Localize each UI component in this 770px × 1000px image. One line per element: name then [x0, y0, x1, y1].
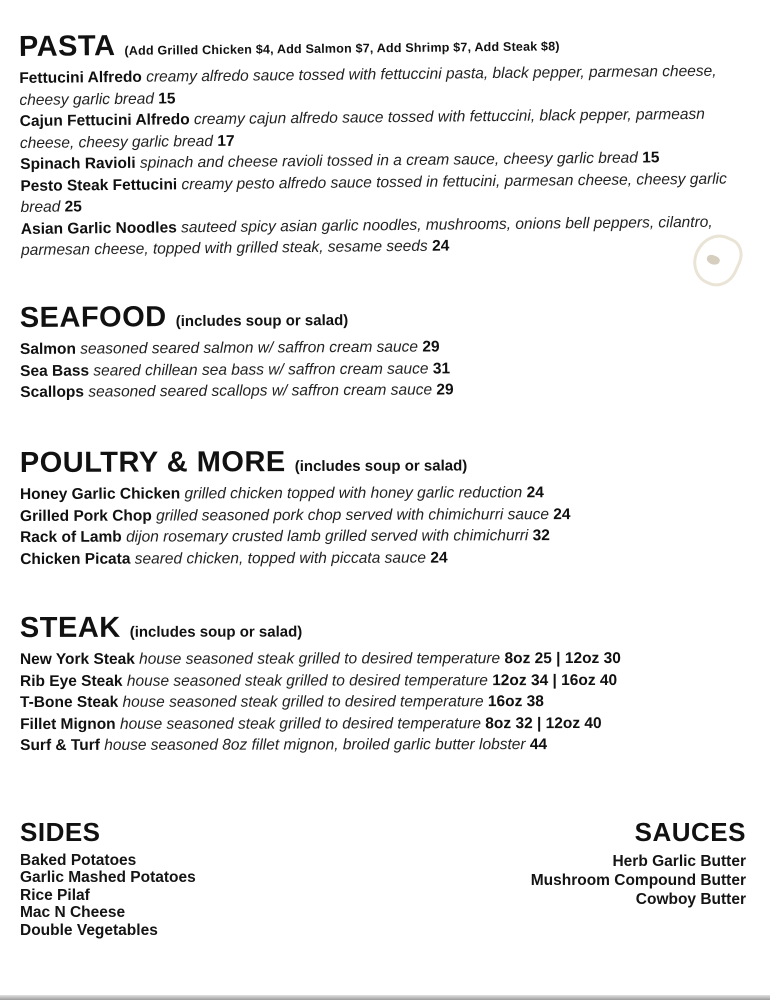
item-price: 24: [430, 549, 448, 567]
item-price: 31: [432, 359, 451, 377]
item-price: 15: [158, 89, 176, 108]
item-name: Sea Bass: [20, 361, 90, 379]
item-description: grilled chicken topped with honey garlic reduction: [184, 484, 523, 503]
section-subtitle: (Add Grilled Chicken $4, Add Salmon $7, Add Shrimp $7, Add Steak $8): [124, 39, 560, 58]
item-name: Fettucini Alfredo: [19, 68, 142, 88]
item-name: Honey Garlic Chicken: [19, 485, 181, 504]
item-description: house seasoned steak grilled to desired temperature: [122, 693, 484, 711]
section-steak: [20, 613, 746, 757]
item-name: Salmon: [19, 340, 77, 358]
item-description: house seasoned steak grilled to desired temperature: [139, 650, 501, 668]
item-name: New York Steak: [19, 650, 135, 668]
item-description: house seasoned steak grilled to desired temperature: [119, 714, 482, 733]
item-price: 32: [532, 527, 550, 545]
item-name: T-Bone Steak: [20, 693, 119, 711]
section-subtitle: (includes soup or salad): [175, 311, 349, 330]
sides-title: SIDES: [20, 816, 101, 847]
item-price: 8oz 25 | 12oz 30: [504, 649, 621, 668]
item-description: creamy alfredo sauce tossed with fettuccini pasta, black pepper, parmesan cheese, cheesy garlic bread: [19, 62, 717, 109]
menu-item: [20, 503, 746, 527]
item-name: Rib Eye Steak: [19, 672, 123, 690]
menu-item: [20, 648, 746, 671]
item-name: Spinach Ravioli: [20, 154, 136, 173]
item-price: 8oz 32 | 12oz 40: [485, 714, 602, 732]
menu-item: [20, 691, 746, 714]
menu-item: [20, 481, 746, 505]
section-pasta-header: [19, 25, 745, 62]
menu-item: [20, 669, 746, 692]
sauce-item: Herb Garlic Butter: [612, 852, 746, 870]
section-sides: [20, 816, 196, 940]
item-name: Pesto Steak Fettucini: [20, 175, 178, 195]
section-title: STEAK: [19, 611, 121, 645]
item-name: Cajun Fettucini Alfredo: [19, 111, 190, 131]
item-description: creamy cajun alfredo sauce tossed with fettuccini, black pepper, parmeasn cheese, cheesy garlic bread: [19, 105, 705, 152]
item-description: seared chillean sea bass w/ saffron cream sauce: [93, 359, 429, 379]
section-poultry-header: [20, 446, 746, 478]
menu-page: [18, 29, 746, 939]
section-seafood-header: [20, 299, 746, 332]
side-item: Rice Pilaf: [20, 886, 90, 904]
item-price: 17: [217, 132, 235, 150]
item-description: spinach and cheese ravioli tossed in a cream sauce, cheesy garlic bread: [139, 149, 638, 172]
section-steak-header: [20, 613, 746, 643]
side-item: Double Vegetables: [20, 921, 158, 939]
side-item: Garlic Mashed Potatoes: [20, 869, 196, 886]
sauces-title: SAUCES: [634, 816, 746, 847]
item-price: 12oz 34 | 16oz 40: [492, 671, 618, 689]
item-price: 16oz 38: [487, 693, 544, 711]
item-price: 29: [422, 337, 440, 356]
item-description: house seasoned steak grilled to desired temperature: [126, 671, 488, 690]
item-price: 24: [553, 505, 571, 523]
menu-item: [21, 211, 747, 262]
item-price: 44: [529, 736, 548, 754]
section-subtitle: (includes soup or salad): [129, 623, 303, 641]
menu-item: [20, 546, 746, 570]
item-name: Scallops: [20, 383, 85, 401]
item-price: 25: [64, 198, 82, 216]
item-description: seasoned seared salmon w/ saffron cream sauce: [80, 338, 419, 358]
sauce-item: Mushroom Compound Butter: [530, 871, 746, 889]
section-title: POULTRY & MORE: [19, 446, 286, 480]
item-description: seasoned seared scallops w/ saffron cream sauce: [88, 380, 433, 401]
item-description: sauteed spicy asian garlic noodles, mushrooms, onions bell peppers, cilantro, parmesan cheese, topped with grilled steak, sesame seeds: [20, 213, 713, 259]
side-item: Mac N Cheese: [20, 904, 126, 921]
item-price: 24: [431, 237, 450, 255]
item-price: 24: [526, 484, 544, 502]
item-description: house seasoned 8oz fillet mignon, broiled garlic butter lobster: [104, 736, 526, 754]
item-name: Surf & Turf: [20, 736, 100, 754]
item-price: 29: [436, 380, 454, 398]
item-price: 15: [642, 149, 660, 167]
section-subtitle: (includes soup or salad): [294, 457, 468, 476]
item-name: Grilled Pork Chop: [19, 507, 152, 525]
item-description: dijon rosemary crusted lamb grilled served with chimichurri: [126, 527, 529, 546]
item-name: Fillet Mignon: [20, 715, 116, 733]
menu-item: [20, 103, 746, 154]
item-description: grilled seasoned pork chop served with chimichurri sauce: [156, 505, 549, 525]
section-poultry: [20, 446, 746, 570]
scan-bottom-edge: [0, 995, 770, 1000]
item-name: Rack of Lamb: [20, 528, 122, 546]
section-pasta: [19, 25, 747, 261]
section-seafood: [20, 299, 747, 403]
menu-item: [19, 60, 745, 111]
menu-item: [20, 377, 746, 403]
section-title: PASTA: [18, 29, 116, 64]
item-name: Asian Garlic Noodles: [20, 218, 177, 238]
menu-item: [20, 168, 746, 219]
menu-item: [20, 712, 746, 735]
section-sauces: [530, 816, 746, 909]
side-item: Baked Potatoes: [20, 851, 137, 869]
menu-item: [20, 524, 746, 548]
item-name: Chicken Picata: [20, 550, 131, 568]
sauce-item: Cowboy Butter: [635, 890, 746, 908]
section-title: SEAFOOD: [19, 300, 167, 334]
menu-item: [20, 734, 746, 757]
item-description: creamy pesto alfredo sauce tossed in fettucini, parmesan cheese, cheesy garlic bread: [20, 170, 727, 216]
footer-columns: [20, 816, 746, 940]
item-description: seared chicken, topped with piccata sauce: [134, 549, 427, 568]
